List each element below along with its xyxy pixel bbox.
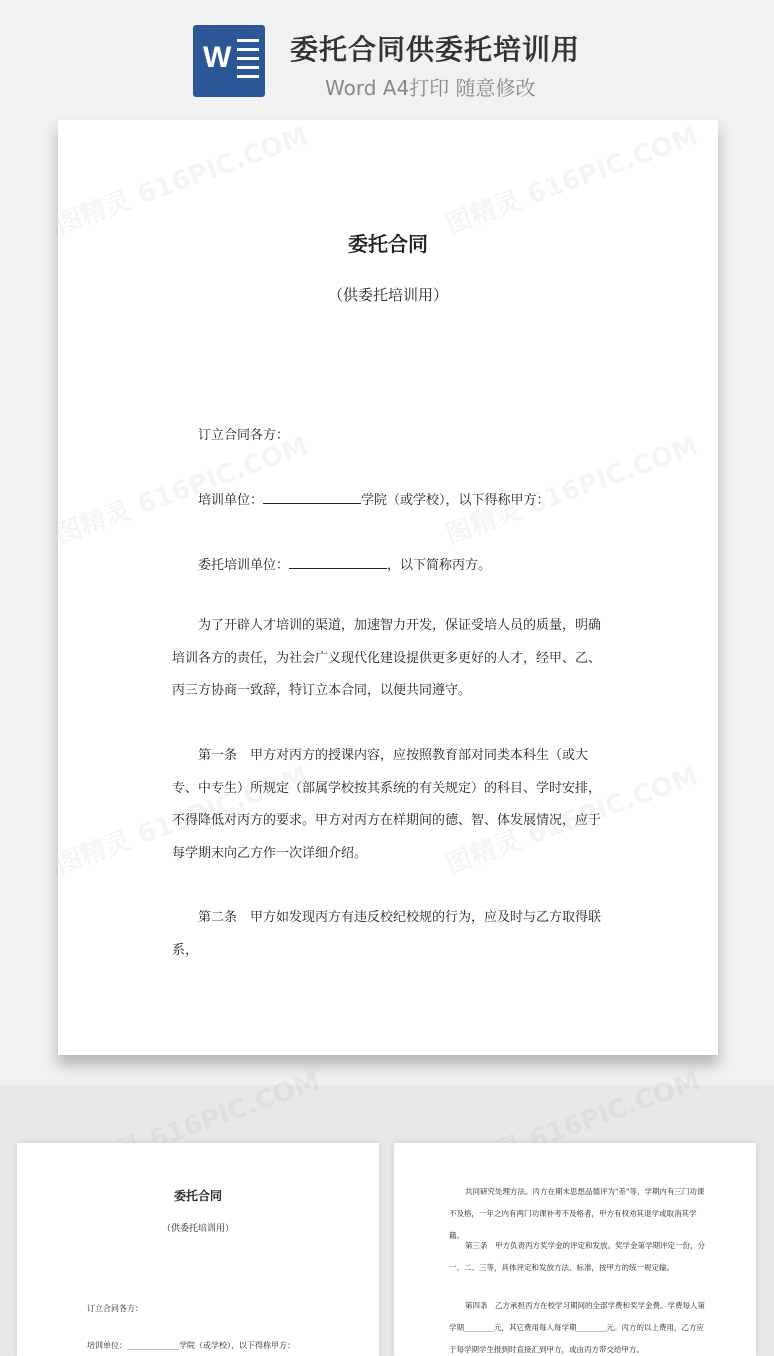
- party-a-label: 培训单位：: [198, 493, 264, 508]
- word-icon-line: [237, 57, 259, 60]
- word-icon-line: [237, 48, 259, 51]
- party-a-suffix: 学院（或学校），以下得称甲方：: [361, 493, 550, 508]
- header-title: 委托合同供委托培训用: [290, 33, 581, 66]
- article-2: 第二条 甲方如发现丙方有违反校纪校规的行为，应及时与乙方取得联系，: [172, 910, 602, 958]
- thumb-parties-heading: 订立合同各方：: [87, 1304, 143, 1313]
- watermark: [440, 120, 703, 241]
- thumb-party-a: 培训单位：_____________学院（或学校），以下得称甲方：: [87, 1341, 295, 1350]
- document-subtitle: （供委托培训用）: [327, 286, 448, 304]
- word-icon-line: [237, 39, 259, 42]
- parties-heading: 订立合同各方：: [198, 428, 290, 443]
- thumb-subtitle: （供委托培训用）: [161, 1224, 234, 1234]
- thumb-title: 委托合同: [173, 1189, 222, 1203]
- party-a-line: [198, 489, 550, 508]
- word-icon-letter: W: [203, 41, 232, 74]
- thumbnail-page-1: [17, 1143, 379, 1356]
- party-a-blank: [263, 491, 361, 504]
- intro-paragraph: 为了开辟人才培训的渠道，加速智力开发，保证受培人员的质量，明确培训各方的责任，为社会广义现代化建设提供更多更好的人才，经甲、乙、丙三方协商一致辞，特订立本合同，以便共同遵守。: [172, 618, 602, 698]
- header: [0, 0, 774, 110]
- word-icon-line: [237, 66, 259, 69]
- word-icon: [193, 25, 265, 97]
- article-1: 第一条 甲方对丙方的授课内容，应按照教育部对同类本科生（或大专、中专生）所规定（部属学校按其系统的有关规定）的科目、学时安排，不得降低对丙方的要求。甲方对丙方在样期间的德、智、体发展情况，应于每学期末向乙方作一次详细介绍。: [172, 748, 602, 861]
- party-c-label: 委托培训单位：: [198, 558, 290, 573]
- thumbnail-page-2: [394, 1143, 756, 1356]
- thumb-article-3: 第三条 甲方负责丙方奖学金的评定和发放。奖学金第学期评定一份，分一、二、三等，具体评定和发放方法、标准，按甲方的统一规定输。: [449, 1241, 705, 1272]
- party-c-suffix: ，以下简称丙方。: [387, 558, 492, 573]
- thumb-article-4: 第四条 乙方承担丙方在校学习期间的全部学费和奖学金费。学费每人第学期________元，其它费用每人每学期________元。丙方的以上费用，乙方应于每学期学生报到时直接汇到甲方，或由丙方带交给甲方。: [449, 1301, 705, 1354]
- word-icon-line: [237, 75, 259, 78]
- party-c-line: [198, 554, 491, 573]
- thumb-paragraph: 共同研究处理方法。丙方在期末思想品德评为"差"等、学期内有三门功课不及格，一年之内有两门功课补考不及格者，甲方有权劝其退学或取消其学籍。: [449, 1187, 705, 1240]
- watermark: [58, 120, 312, 241]
- document-title: 委托合同: [348, 232, 428, 256]
- document-page: [58, 120, 718, 1055]
- party-c-blank: [289, 556, 387, 569]
- header-subtitle: Word A4打印 随意修改: [325, 76, 536, 100]
